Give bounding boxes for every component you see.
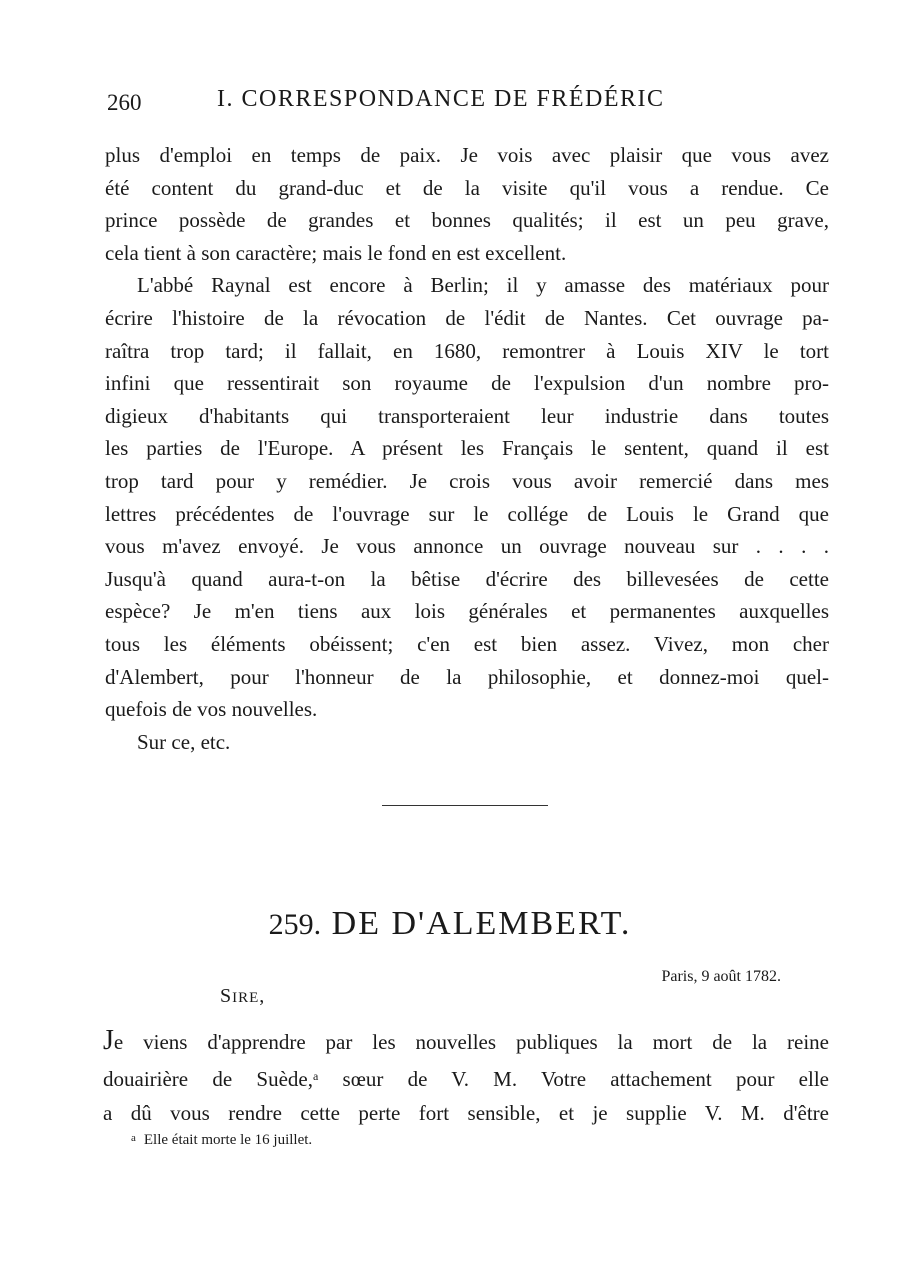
dateline: Paris, 9 août 1782. xyxy=(661,968,781,985)
letter-title: DE D'ALEMBERT. xyxy=(331,905,632,942)
text-line: L'abbé Raynal est encore à Berlin; il y amasse des matériaux pour xyxy=(137,273,829,298)
text-line: tous les éléments obéissent; c'en est bien assez. Vivez, mon cher xyxy=(105,631,829,656)
salutation xyxy=(220,985,265,1008)
text-line: vous m'avez envoyé. Je vous annonce un ouvrage nouveau sur . . . . xyxy=(105,534,829,559)
page-number: 260 xyxy=(107,90,142,115)
footnote-reference: a xyxy=(312,1069,319,1083)
letter-number: 259. xyxy=(268,908,322,941)
text-line: raîtra trop tard; il fallait, en 1680, remontrer à Louis XIV le tort xyxy=(105,338,829,363)
text-line: prince possède de grandes et bonnes qualités; il est un peu grave, xyxy=(105,208,829,233)
text-fragment: e viens d'apprendre par les nouvelles publiques la mort de la reine xyxy=(113,1030,829,1054)
letter-body xyxy=(103,1024,829,1130)
closing-formula: Sur ce, etc. xyxy=(137,729,231,754)
text-line: cela tient à son caractère; mais le fond en est excellent. xyxy=(105,240,567,265)
letter-continuation xyxy=(105,139,829,758)
text-line: espèce? Je m'en tiens aux lois générales et permanentes auxquelles xyxy=(105,599,829,624)
salutation-punct: , xyxy=(259,985,266,1007)
text-fragment: douairière de Suède, xyxy=(103,1067,313,1091)
text-line: écrire l'histoire de la révocation de l'édit de Nantes. Cet ouvrage pa- xyxy=(105,305,829,330)
text-line: trop tard pour y remédier. Je crois vous avoir remercié dans mes xyxy=(105,468,829,493)
drop-cap: J xyxy=(103,1025,114,1056)
text-line: infini que ressentirait son royaume de l'expulsion d'un nombre pro- xyxy=(105,371,829,396)
text-line: été content du grand-duc et de la visite qu'il vous a rendue. Ce xyxy=(105,175,829,200)
text-fragment: sœur de V. M. Votre attachement pour elle xyxy=(318,1067,829,1091)
section-divider xyxy=(382,805,548,806)
footnote xyxy=(131,1132,312,1149)
text-line: digieux d'habitants qui transporteraient leur industrie dans toutes xyxy=(105,403,829,428)
text-line: d'Alembert, pour l'honneur de la philosophie, et donnez-moi quel- xyxy=(105,664,829,689)
text-line: lettres précédentes de l'ouvrage sur le collége de Louis le Grand que xyxy=(105,501,829,526)
text-line: quefois de vos nouvelles. xyxy=(105,697,318,722)
salutation-small-caps: IRE xyxy=(232,990,260,1006)
text-line: les parties de l'Europe. A présent les Français le sentent, quand il est xyxy=(105,436,829,461)
text-line xyxy=(103,1059,829,1096)
text-line: a dû vous rendre cette perte fort sensible, et je supplie V. M. d'être xyxy=(103,1101,829,1125)
text-line xyxy=(103,1024,829,1059)
salutation-initial: S xyxy=(220,985,233,1007)
running-title: I. CORRESPONDANCE DE FRÉDÉRIC xyxy=(217,86,665,112)
text-line: Jusqu'à quand aura-t-on la bêtise d'écrire des billevesées de cette xyxy=(105,566,829,591)
letter-heading xyxy=(0,905,900,943)
footnote-text: Elle était morte le 16 juillet. xyxy=(143,1132,313,1148)
text-line: plus d'emploi en temps de paix. Je vois avec plaisir que vous avez xyxy=(105,143,829,167)
footnote-mark: a xyxy=(131,1132,136,1144)
